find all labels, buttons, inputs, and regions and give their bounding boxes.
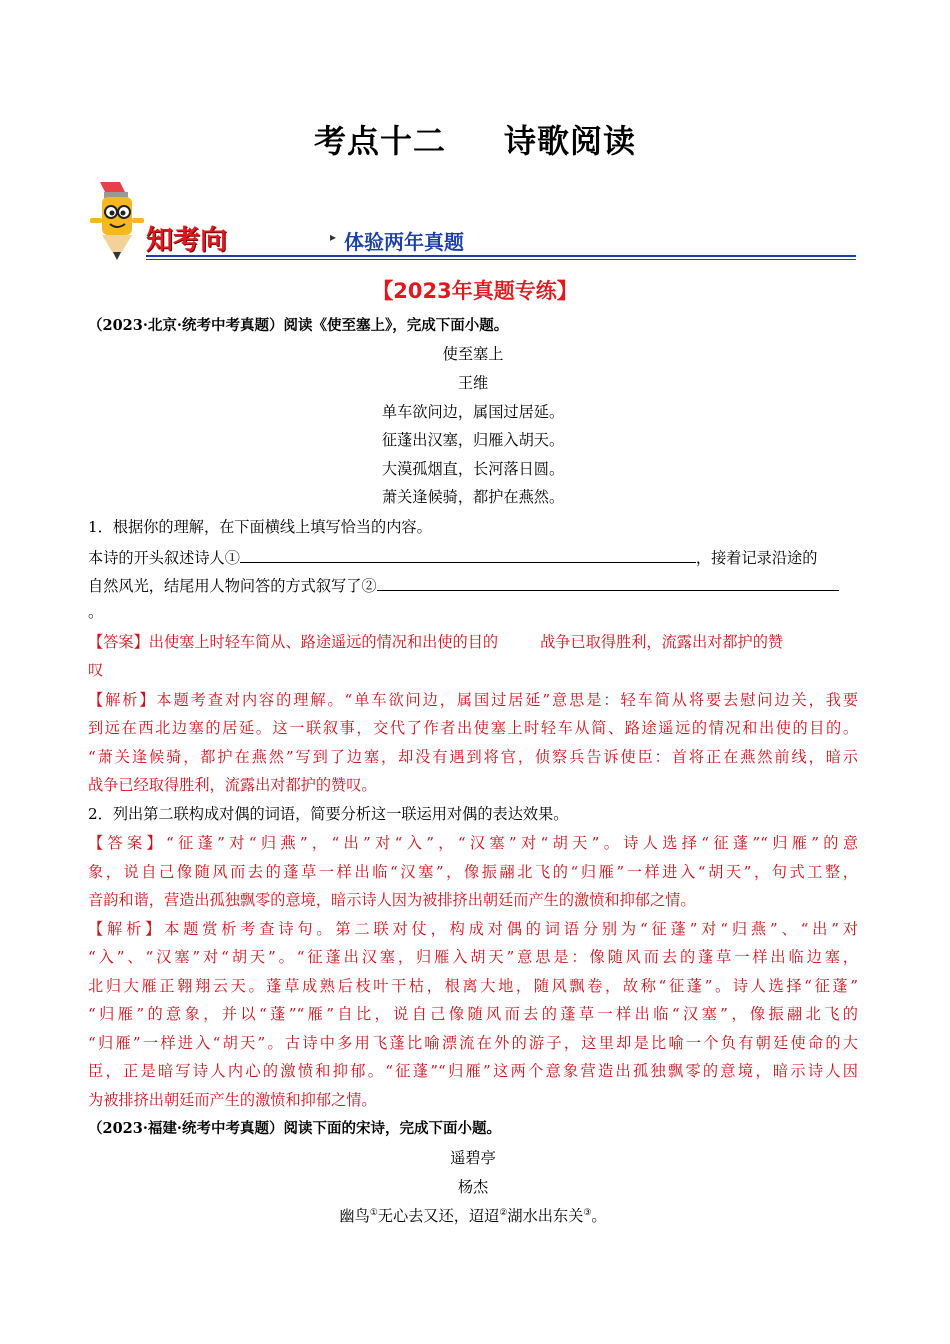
q1-poem-title: 使至塞上	[442, 345, 504, 363]
q1-item2-analysis-line: 臣，正是暗写诗人内心的激愤和抑郁。“征蓬”“归雁”这两个意象营造出孤独飘零的意境，暗示诗人因	[88, 1062, 858, 1080]
q1-item2-answer-line: 象，说自己像随风而去的蓬草一样出临“汉塞”，像振翮北飞的“归雁”一样进入“胡天”，句式工整，	[88, 863, 858, 881]
q1-item2-analysis-line: 为被排挤出朝廷而产生的激愤和抑郁之情。	[88, 1091, 377, 1109]
q1-item1-answer-cont: 叹	[88, 661, 104, 679]
banner-rule-thin	[146, 259, 856, 260]
q2-poem-author: 杨杰	[457, 1178, 489, 1196]
analysis-label: 【解析】	[88, 691, 157, 709]
q1-item2-analysis-line: “归雁”一样进入“胡天”。古诗中多用飞蓬比喻漂流在外的游子，这里却是比喻一个负有朝廷使命的大	[88, 1034, 858, 1052]
analysis-label: 【解析】	[88, 920, 165, 938]
q2-poem-line	[88, 1206, 858, 1226]
q1-poem-line: 萧关逢候骑，都护在燕然。	[381, 488, 565, 506]
answer-blank-2[interactable]	[377, 574, 839, 591]
banner-sub-label: 体验两年真题	[344, 230, 464, 254]
answer-label: 【答案】	[88, 633, 149, 651]
q1-item2-analysis-line: “归雁”的意象，并以“蓬”“雁”自比，说自己像随风而去的蓬草一样出临“汉塞”，像振翮北飞的	[88, 1005, 858, 1023]
answer-text: “征蓬”对“归燕”，“出”对“入”，“汉塞”对“胡天”。诗人选择“征蓬”“归雁”的意	[166, 834, 858, 852]
q1-intro: （2023·北京·统考中考真题）阅读《使至塞上》，完成下面小题。	[88, 317, 509, 334]
q1-item1-question: 1．根据你的理解，在下面横线上填写恰当的内容。	[88, 518, 432, 536]
banner-rule-thick	[146, 255, 856, 257]
q1-poem-line: 单车欲问边，属国过居延。	[381, 403, 565, 421]
poem-text: 。	[591, 1207, 607, 1225]
q1-item1-analysis	[88, 690, 858, 710]
poem-text: 幽鸟	[339, 1207, 370, 1225]
q1-item2-answer	[88, 833, 858, 853]
banner-main-label: 知考向	[146, 225, 227, 256]
q1-poem-line: 征蓬出汉塞，归雁入胡天。	[381, 431, 565, 449]
q1-item1-answer	[88, 632, 858, 652]
answer-text: 出使塞上时轻车简从、路途遥远的情况和出使的目的	[148, 633, 499, 651]
q1-item2-analysis	[88, 919, 858, 939]
page-title-left: 考点十二	[313, 122, 446, 160]
q1-item1-fill-line-2	[88, 574, 858, 596]
banner-arrow-icon: ▸	[330, 230, 337, 244]
q1-item1-fill-line-1	[88, 546, 858, 568]
q1-item1-analysis-line: 战争已经取得胜利，流露出对都护的赞叹。	[88, 776, 377, 794]
answer-text: 战争已取得胜利，流露出对都护的赞	[540, 633, 784, 651]
page-title	[0, 116, 950, 162]
footnote-marker: ①	[369, 1208, 378, 1218]
analysis-text: 本题考查对内容的理解。“单车欲问边，属国过居延”意思是：轻车简从将要去慰问边关，我要	[156, 691, 858, 709]
section-heading: 【2023年真题专练】	[372, 279, 578, 303]
answer-blank-1[interactable]	[240, 546, 696, 563]
section-banner	[86, 180, 856, 262]
q2-poem-title: 遥碧亭	[450, 1149, 496, 1167]
answer-label: 【答案】	[88, 834, 167, 852]
fill-text: ，接着记录沿途的	[695, 549, 818, 567]
q1-poem-line: 大漠孤烟直，长河落日圆。	[381, 460, 565, 478]
fill-text: 自然风光，结尾用人物问答的方式叙写了②	[88, 577, 377, 595]
footnote-marker: ③	[583, 1208, 592, 1218]
analysis-text: 本题赏析考查诗句。第二联对仗，构成对偶的词语分别为“征蓬”对“归燕”、“出”对	[164, 920, 858, 938]
q1-item1-fill-end: 。	[88, 603, 104, 621]
footnote-marker: ②	[499, 1208, 508, 1218]
q1-item2-analysis-line: 北归大雁正翱翔云天。蓬草成熟后枝叶干枯，根离大地，随风飘卷，故称“征蓬”。诗人选择“征蓬”	[88, 977, 858, 995]
q1-poem-author: 王维	[457, 374, 489, 392]
fill-text: 本诗的开头叙述诗人①	[88, 549, 240, 567]
pencil-mascot-icon	[86, 180, 150, 262]
q1-item2-answer-line: 音韵和谐，营造出孤独飘零的意境，暗示诗人因为被排挤出朝廷而产生的激愤和抑郁之情。	[88, 891, 696, 909]
poem-text: 无心去又还，迢迢	[377, 1207, 500, 1225]
q1-item1-analysis-line: 到远在西北边塞的居延。这一联叙事，交代了作者出使塞上时轻车从简、路途遥远的情况和出使的目的。	[88, 719, 858, 737]
q2-intro: （2023·福建·统考中考真题）阅读下面的宋诗，完成下面小题。	[88, 1120, 501, 1137]
page-title-right: 诗歌阅读	[504, 122, 637, 160]
q1-item2-question: 2．列出第二联构成对偶的词语，简要分析这一联运用对偶的表达效果。	[88, 805, 569, 823]
q1-item2-analysis-line: “入”、“汉塞”对“胡天”。“征蓬出汉塞，归雁入胡天”意思是：像随风而去的蓬草一样出临边塞，	[88, 948, 858, 966]
poem-text: 湖水出东关	[507, 1207, 584, 1225]
q1-item1-analysis-line: “萧关逢候骑，都护在燕然”写到了边塞，却没有遇到将官，侦察兵告诉使臣：首将正在燕然前线，暗示	[88, 748, 858, 766]
